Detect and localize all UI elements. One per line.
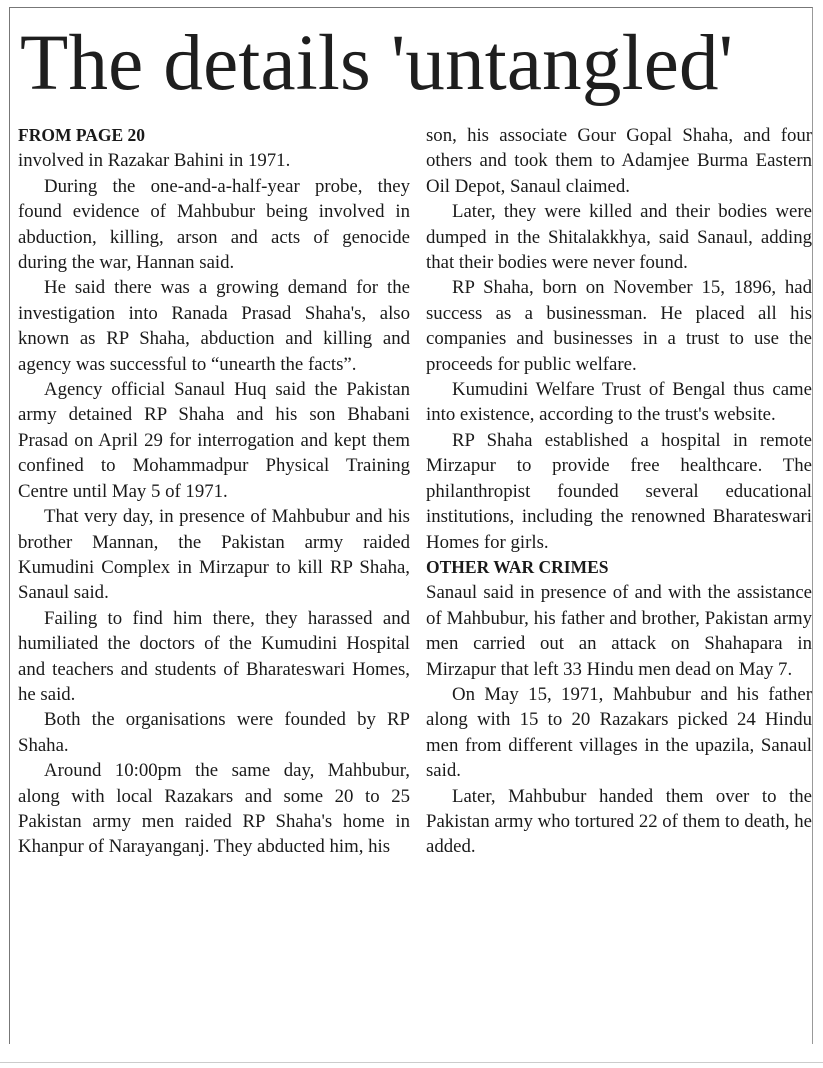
paragraph: RP Shaha established a hospital in remote Mirzapur to provide free healthcare. The philanthropist founded several educational institutions, including the renowned Bharateswari Homes for girls.	[426, 429, 812, 553]
left-column	[18, 123, 410, 860]
continuation-subhead: FROM PAGE 20	[18, 125, 146, 145]
paragraph: Agency official Sanaul Huq said the Pakistan army detained RP Shaha and his son Bhabani Prasad on April 29 for interrogation and kept them confined to Mohammadpur Physical Training Centre until May 5 of 1971.	[18, 379, 410, 502]
paragraph: Later, Mahbubur handed them over to the Pakistan army who tortured 22 of them to death, he added.	[426, 785, 812, 858]
paragraph: involved in Razakar Bahini in 1971.	[18, 150, 291, 172]
right-column	[426, 123, 812, 860]
paragraph: RP Shaha, born on November 15, 1896, had success as a businessman. He placed all his companies and businesses in a trust to use the proceeds for public welfare.	[426, 277, 812, 375]
paragraph: Both the organisations were founded by RP Shaha.	[18, 709, 410, 756]
headline: The details 'untangled'	[20, 20, 734, 107]
paragraph: son, his associate Gour Gopal Shaha, and four others and took them to Adamjee Burma Eastern Oil Depot, Sanaul claimed.	[426, 125, 812, 197]
paragraph: Kumudini Welfare Trust of Bengal thus came into existence, according to the trust's website.	[426, 379, 812, 426]
paragraph: Failing to find him there, they harassed and humiliated the doctors of the Kumudini Hospital and teachers and students of Bharateswari Homes, he said.	[18, 607, 410, 705]
paragraph: Sanaul said in presence of and with the assistance of Mahbubur, his father and brother, Pakistan army men carried out an attack on Shahapara in Mirzapur that left 33 Hindu men dead on May 7.	[426, 582, 812, 680]
bottom-rule	[0, 1062, 823, 1063]
paragraph: He said there was a growing demand for the investigation into Ranada Prasad Shaha's, also known as RP Shaha, abduction and killing and agency was successful to “unearth the facts”.	[18, 277, 410, 375]
paragraph: Later, they were killed and their bodies were dumped in the Shitalakkhya, said Sanaul, adding that their bodies were never found.	[426, 201, 812, 274]
paragraph: During the one-and-a-half-year probe, they found evidence of Mahbubur being involved in abduction, killing, arson and acts of genocide during the war, Hannan said.	[18, 175, 410, 274]
section-subhead: OTHER WAR CRIMES	[426, 556, 609, 577]
paragraph: Around 10:00pm the same day, Mahbubur, along with local Razakars and some 20 to 25 Pakistan army men raided RP Shaha's home in Khanpur of Narayanganj. They abducted him, his	[18, 760, 410, 858]
paragraph: That very day, in presence of Mahbubur and his brother Mannan, the Pakistan army raided Kumudini Complex in Mirzapur to kill RP Shaha, Sanaul said.	[18, 506, 410, 604]
paragraph: On May 15, 1971, Mahbubur and his father along with 15 to 20 Razakars picked 24 Hindu men from different villages in the upazila, Sanaul said.	[426, 683, 812, 782]
